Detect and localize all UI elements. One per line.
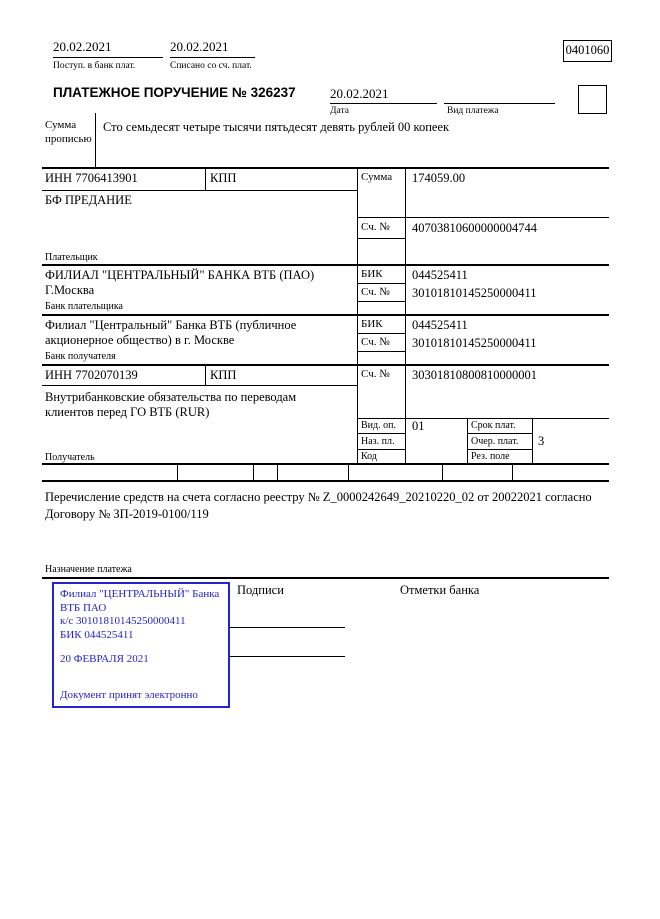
grid-line — [42, 385, 357, 386]
grid-line — [357, 433, 405, 434]
naz-pl-label: Наз. пл. — [361, 436, 395, 447]
grid-line — [42, 480, 609, 482]
stamp-corr-account: к/с 30101810145250000411 — [60, 615, 186, 627]
stamp-spacer — [60, 642, 222, 653]
received-in-bank-date: 20.02.2021 — [53, 39, 112, 54]
payer-account-label: Сч. № — [361, 221, 390, 233]
grid-line — [357, 283, 405, 284]
payer-bank-name-2: Г.Москва — [45, 283, 95, 297]
grid-line — [42, 190, 357, 191]
bank-stamp — [52, 582, 230, 708]
sum-label: Сумма — [361, 171, 393, 183]
grid-line — [444, 103, 555, 104]
payer-bank-account-value: 30101810145250000411 — [412, 286, 537, 300]
payment-purpose-text: Перечисление средств на счета согласно реестру № Z_0000242649_20210220_02 от 20022021 согласно Договору № ЗП-2019-0100/119 — [45, 490, 592, 521]
grid-line — [95, 113, 96, 167]
ocher-plat-value: 3 — [538, 434, 545, 448]
grid-line — [357, 301, 405, 302]
grid-line — [357, 167, 358, 464]
payer-bank-name-1: ФИЛИАЛ "ЦЕНТРАЛЬНЫЙ" БАНКА ВТБ (ПАО) — [45, 268, 315, 282]
kod-label: Код — [361, 451, 377, 462]
payee-bank-account-value: 30101810145250000411 — [412, 336, 537, 350]
grid-line — [357, 449, 405, 450]
payer-account-value: 40703810600000004744 — [412, 221, 537, 235]
grid-line — [442, 463, 443, 481]
grid-line — [53, 57, 163, 58]
rez-pole-label: Рез. поле — [471, 451, 510, 462]
sum-value: 174059.00 — [412, 171, 466, 185]
received-in-bank-label: Поступ. в банк плат. — [53, 61, 136, 71]
grid-line — [467, 418, 468, 464]
payer-bank-account-label: Сч. № — [361, 286, 390, 298]
grid-line — [512, 463, 513, 481]
payer-bank-section-label: Банк плательщика — [45, 301, 123, 312]
payee-account-label: Сч. № — [361, 368, 390, 380]
grid-line — [205, 167, 206, 190]
grid-line — [253, 463, 254, 481]
grid-line — [42, 463, 609, 465]
vid-op-label: Вид. оп. — [361, 420, 396, 431]
payee-bank-section-label: Банк получателя — [45, 351, 116, 362]
grid-line — [357, 351, 405, 352]
payer-bank-bik-value: 044525411 — [412, 268, 468, 282]
payer-inn: ИНН 7706413901 — [45, 171, 138, 185]
payee-bank-bik-value: 044525411 — [412, 318, 468, 332]
payment-type-label: Вид платежа — [447, 106, 499, 116]
document-date: 20.02.2021 — [330, 86, 389, 101]
debited-from-account-date: 20.02.2021 — [170, 39, 229, 54]
payee-inn: ИНН 7702070139 — [45, 368, 138, 382]
date-label: Дата — [330, 106, 349, 116]
grid-line — [357, 217, 609, 218]
payer-name: БФ ПРЕДАНИЕ — [45, 193, 132, 207]
payee-bank-name-1: Филиал "Центральный" Банка ВТБ (публичное — [45, 318, 297, 332]
payee-section-label: Получатель — [45, 452, 95, 463]
payee-bank-account-label: Сч. № — [361, 336, 390, 348]
amount-words-label-1: Сумма — [45, 119, 77, 131]
payee-bank-name-2: акционерное общество) в г. Москве — [45, 333, 235, 347]
grid-line — [42, 314, 609, 316]
grid-line — [348, 463, 349, 481]
bank-marks-label: Отметки банка — [400, 583, 480, 597]
amount-words-label-2: прописью — [45, 133, 92, 145]
stamp-bank-name-1: Филиал "ЦЕНТРАЛЬНЫЙ" Банка — [60, 588, 220, 600]
payee-kpp-label: КПП — [210, 368, 237, 382]
payer-section-label: Плательщик — [45, 252, 98, 263]
grid-line — [357, 238, 405, 239]
stamp-bik: БИК 044525411 — [60, 628, 134, 641]
stamp-date: 20 ФЕВРАЛЯ 2021 — [60, 653, 149, 665]
grid-line — [330, 103, 437, 104]
stamp-bank-name-2: ВТБ ПАО — [60, 601, 107, 614]
vid-op-value: 01 — [412, 419, 425, 433]
signature-line — [230, 656, 345, 657]
debited-from-account-label: Списано со сч. плат. — [170, 61, 252, 71]
signature-line — [230, 627, 345, 628]
status-checkbox — [578, 85, 607, 114]
grid-line — [357, 333, 405, 334]
grid-line — [170, 57, 255, 58]
grid-line — [357, 418, 609, 419]
payer-kpp-label: КПП — [210, 171, 237, 185]
payment-purpose-section-label: Назначение платежа — [45, 564, 132, 575]
grid-line — [42, 577, 609, 579]
grid-line — [467, 433, 532, 434]
signatures-label: Подписи — [237, 583, 284, 597]
payer-bank-bik-label: БИК — [361, 268, 383, 280]
payee-name-2: клиентов перед ГО ВТБ (RUR) — [45, 405, 210, 419]
ocher-plat-label: Очер. плат. — [471, 436, 519, 447]
payee-account-value: 30301810800810000001 — [412, 368, 537, 382]
grid-line — [42, 264, 609, 266]
payee-name-1: Внутрибанковские обязательства по переводам — [45, 390, 297, 404]
stamp-note: Документ принят электронно — [60, 688, 198, 701]
grid-line — [42, 364, 609, 366]
grid-line — [205, 364, 206, 385]
payee-bank-bik-label: БИК — [361, 318, 383, 330]
grid-line — [177, 463, 178, 481]
form-code-box: 0401060 — [563, 40, 612, 62]
grid-line — [277, 463, 278, 481]
srok-plat-label: Срок плат. — [471, 420, 516, 431]
document-title: ПЛАТЕЖНОЕ ПОРУЧЕНИЕ № 326237 — [53, 85, 296, 100]
grid-line — [42, 167, 609, 169]
amount-in-words: Сто семьдесят четыре тысячи пятьдесят девять рублей 00 копеек — [103, 120, 450, 134]
grid-line — [532, 418, 533, 464]
grid-line — [405, 167, 406, 464]
grid-line — [467, 449, 532, 450]
